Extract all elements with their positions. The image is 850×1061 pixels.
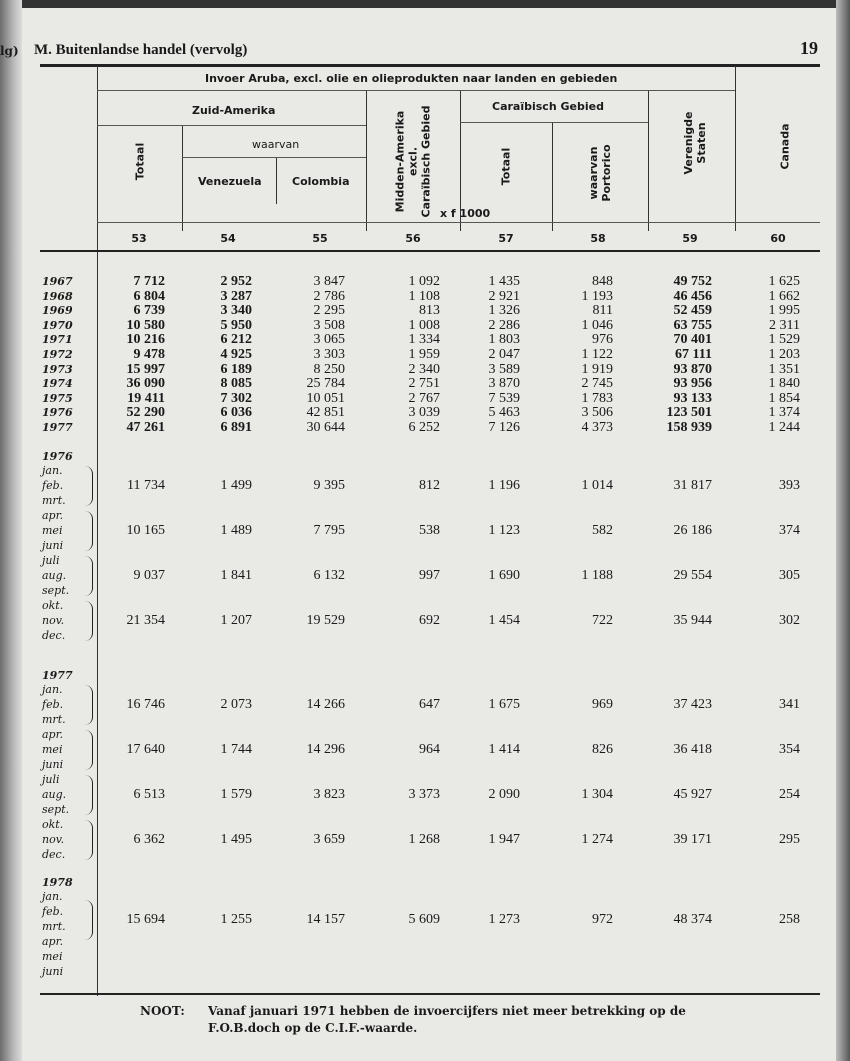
month-label: aug.: [42, 569, 67, 582]
table-cell: 9 478: [133, 347, 165, 362]
table-cell: 8 250: [313, 361, 345, 377]
table-cell: 295: [779, 832, 800, 847]
table-cell: 10 216: [126, 332, 165, 348]
month-label: mei: [42, 524, 63, 537]
table-cell: 70 401: [673, 332, 712, 348]
table-cell: 16 746: [126, 697, 165, 712]
caraibisch-totaal-heading: Totaal: [499, 147, 513, 186]
portorico-line-1: waarvan: [587, 146, 600, 200]
table-cell: 2 952: [220, 274, 252, 289]
table-cell: 3 589: [488, 361, 520, 377]
row-year: 1970: [42, 318, 73, 332]
table-cell: 17 640: [126, 742, 165, 757]
month-label: feb.: [42, 479, 64, 492]
table-cell: 15 694: [126, 912, 165, 927]
quarter-brace: [84, 511, 93, 551]
table-cell: 1 579: [220, 787, 252, 802]
midden-amerika-line-1: Midden-Amerika: [393, 110, 407, 213]
quarter-brace: [84, 685, 93, 725]
row-year: 1973: [42, 362, 73, 376]
month-label: feb.: [42, 698, 64, 711]
month-label: feb.: [42, 905, 64, 918]
month-label: dec.: [42, 848, 66, 861]
table-cell: 3 870: [488, 376, 520, 392]
table-cell: 811: [592, 303, 613, 319]
adjacent-page-fragment: lg): [0, 44, 19, 58]
table-cell: 6 252: [408, 420, 440, 435]
table-cell: 1 529: [768, 332, 800, 348]
table-cell: 341: [779, 697, 800, 712]
unit-label: x f 1000: [440, 207, 491, 220]
table-cell: 1 662: [768, 288, 800, 304]
row-year: 1974: [42, 377, 73, 391]
block-year: 1976: [42, 450, 73, 463]
table-cell: 1 374: [768, 405, 800, 421]
table-cell: 52 459: [673, 303, 712, 319]
table-cell: 1 435: [488, 274, 520, 289]
portorico-line-2: Portorico: [600, 144, 613, 202]
table-cell: 63 755: [673, 317, 712, 333]
footnote-line-1: Vanaf januari 1971 hebben de invoercijfers niet meer betrekking op de: [208, 1004, 686, 1018]
table-cell: 1 495: [220, 832, 252, 847]
month-label: okt.: [42, 599, 64, 612]
month-label: apr.: [42, 509, 64, 522]
column-number: 57: [498, 232, 514, 245]
table-cell: 1 414: [488, 742, 520, 757]
table-cell: 5 609: [408, 912, 440, 927]
heading-rule: [182, 157, 366, 158]
column-divider: [648, 91, 649, 231]
row-year: 1967: [42, 275, 73, 288]
month-label: sept.: [42, 584, 70, 597]
table-cell: 1 919: [581, 361, 613, 377]
scan-edge-top: [0, 0, 850, 8]
table-cell: 46 456: [673, 288, 712, 304]
table-cell: 2 340: [408, 361, 440, 377]
table-cell: 1 489: [220, 523, 252, 538]
caraibisch-gebied-heading: Caraïbisch Gebied: [492, 100, 604, 113]
table-cell: 6 739: [133, 303, 165, 319]
table-cell: 93 956: [673, 376, 712, 392]
row-year: 1969: [42, 304, 73, 318]
table-cell: 969: [592, 697, 613, 712]
table-cell: 123 501: [666, 405, 712, 421]
month-label: apr.: [42, 935, 64, 948]
table-cell: 1 959: [408, 347, 440, 362]
table-cell: 14 266: [306, 697, 345, 712]
column-number: 55: [312, 232, 328, 245]
table-cell: 1 255: [220, 912, 252, 927]
table-cell: 1 008: [408, 317, 440, 333]
table-cell: 1 274: [581, 832, 613, 847]
table-cell: 972: [592, 912, 613, 927]
quarter-brace: [84, 730, 93, 770]
table-cell: 1 841: [220, 568, 252, 583]
venezuela-heading: Venezuela: [198, 175, 262, 188]
footnote-line-2: F.O.B.doch op de C.I.F.-waarde.: [208, 1021, 418, 1035]
month-label: mrt.: [42, 713, 66, 726]
table-cell: 7 539: [488, 390, 520, 406]
month-label: juni: [42, 965, 64, 978]
table-cell: 1 273: [488, 912, 520, 927]
column-divider: [366, 91, 367, 231]
table-cell: 3 373: [408, 787, 440, 802]
table-cell: 1 203: [768, 347, 800, 362]
table-cell: 1 744: [220, 742, 252, 757]
header-bottom-rule: [40, 250, 820, 252]
quarter-brace: [84, 466, 93, 506]
table-cell: 305: [779, 568, 800, 583]
column-number: 60: [770, 232, 786, 245]
table-cell: 976: [592, 332, 613, 348]
table-cell: 10 165: [126, 523, 165, 538]
table-cell: 29 554: [673, 568, 712, 583]
month-label: juli: [42, 773, 60, 786]
table-cell: 1 046: [581, 317, 613, 333]
canada-heading: Canada: [778, 123, 792, 170]
table-cell: 1 207: [220, 613, 252, 628]
unit-rule: [97, 222, 820, 223]
heading-rule: [97, 90, 735, 91]
table-cell: 6 036: [220, 405, 252, 421]
month-label: jan.: [42, 464, 63, 477]
table-cell: 3 303: [313, 347, 345, 362]
table-cell: 812: [419, 478, 440, 493]
table-cell: 11 734: [127, 478, 165, 493]
table-cell: 964: [419, 742, 440, 757]
table-cell: 6 891: [220, 420, 252, 435]
table-cell: 1 803: [488, 332, 520, 348]
table-cell: 1 188: [581, 568, 613, 583]
table-cell: 813: [419, 303, 440, 319]
main-heading: Invoer Aruba, excl. olie en olieprodukten naar landen en gebieden: [205, 72, 618, 85]
table-cell: 848: [592, 274, 613, 289]
table-cell: 2 295: [313, 303, 345, 319]
table-cell: 2 786: [313, 288, 345, 304]
table-cell: 3 659: [313, 832, 345, 847]
table-cell: 2 047: [488, 347, 520, 362]
row-year: 1971: [42, 333, 73, 347]
table-cell: 67 111: [675, 347, 712, 362]
table-top-rule: [40, 64, 820, 67]
table-cell: 3 287: [220, 288, 252, 304]
month-label: mrt.: [42, 494, 66, 507]
table-cell: 9 037: [133, 568, 165, 583]
table-cell: 45 927: [673, 787, 712, 802]
table-cell: 93 870: [673, 361, 712, 377]
month-label: aug.: [42, 788, 67, 801]
quarter-brace: [84, 601, 93, 641]
column-number: 59: [682, 232, 698, 245]
block-year: 1977: [42, 669, 73, 682]
table-cell: 49 752: [673, 274, 712, 289]
table-cell: 1 193: [581, 288, 613, 304]
table-cell: 1 840: [768, 376, 800, 392]
quarter-brace: [84, 556, 93, 596]
month-label: dec.: [42, 629, 66, 642]
page-number: 19: [800, 38, 818, 58]
table-cell: 47 261: [126, 420, 165, 435]
table-cell: 3 847: [313, 274, 345, 289]
table-cell: 3 506: [581, 405, 613, 421]
table-cell: 10 580: [126, 317, 165, 333]
table-cell: 14 157: [306, 912, 345, 927]
table-cell: 302: [779, 613, 800, 628]
month-label: apr.: [42, 728, 64, 741]
table-cell: 3 065: [313, 332, 345, 348]
heading-rule: [97, 125, 366, 126]
table-cell: 374: [779, 523, 800, 538]
table-cell: 1 675: [488, 697, 520, 712]
table-cell: 2 073: [220, 697, 252, 712]
scan-edge-left: [0, 0, 22, 1061]
table-cell: 36 090: [126, 376, 165, 392]
scan-edge-right: [836, 0, 850, 1061]
table-cell: 1 334: [408, 332, 440, 348]
table-cell: 21 354: [126, 613, 165, 628]
table-cell: 258: [779, 912, 800, 927]
table-cell: 1 092: [408, 274, 440, 289]
table-cell: 1 014: [581, 478, 613, 493]
table-cell: 3 508: [313, 317, 345, 333]
table-cell: 1 268: [408, 832, 440, 847]
portorico-heading: [587, 133, 613, 213]
column-divider: [182, 126, 183, 231]
table-cell: 8 085: [220, 376, 252, 392]
quarter-brace: [84, 775, 93, 815]
month-label: juli: [42, 554, 60, 567]
table-cell: 1 454: [488, 613, 520, 628]
table-cell: 1 625: [768, 274, 800, 289]
table-cell: 3 823: [313, 787, 345, 802]
row-year: 1976: [42, 406, 73, 420]
month-label: nov.: [42, 833, 65, 846]
column-number: 58: [590, 232, 606, 245]
table-cell: 692: [419, 613, 440, 628]
table-cell: 1 108: [408, 288, 440, 304]
waarvan-label: waarvan: [252, 138, 300, 151]
table-cell: 14 296: [306, 742, 345, 757]
midden-amerika-heading: [394, 102, 433, 222]
table-cell: 1 783: [581, 390, 613, 406]
month-label: nov.: [42, 614, 65, 627]
table-cell: 997: [419, 568, 440, 583]
table-cell: 1 947: [488, 832, 520, 847]
verenigde-staten-heading: [682, 103, 708, 183]
vs-line-2: Staten: [695, 122, 708, 164]
month-label: mei: [42, 950, 63, 963]
block-year: 1978: [42, 876, 73, 889]
table-cell: 582: [592, 523, 613, 538]
table-cell: 7 302: [220, 390, 252, 406]
heading-rule: [460, 122, 648, 123]
table-cell: 37 423: [673, 697, 712, 712]
table-cell: 39 171: [673, 832, 712, 847]
row-year: 1977: [42, 421, 73, 434]
table-cell: 42 851: [306, 405, 345, 421]
month-label: juni: [42, 758, 64, 771]
table-cell: 3 340: [220, 303, 252, 319]
month-label: sept.: [42, 803, 70, 816]
table-cell: 6 362: [133, 832, 165, 847]
row-year: 1972: [42, 348, 73, 361]
midden-amerika-line-2: excl.: [406, 146, 420, 177]
table-cell: 7 126: [488, 420, 520, 435]
table-cell: 36 418: [673, 742, 712, 757]
table-cell: 5 950: [220, 317, 252, 333]
table-cell: 1 304: [581, 787, 613, 802]
midden-amerika-line-3: Caraïbisch Gebied: [419, 105, 433, 218]
column-divider: [735, 66, 736, 231]
table-cell: 6 189: [220, 361, 252, 377]
table-cell: 1 196: [488, 478, 520, 493]
table-cell: 4 373: [581, 420, 613, 435]
table-cell: 1 690: [488, 568, 520, 583]
table-cell: 6 804: [133, 288, 165, 304]
table-cell: 826: [592, 742, 613, 757]
table-cell: 5 463: [488, 405, 520, 421]
footnote-label: NOOT:: [140, 1004, 185, 1018]
table-cell: 254: [779, 787, 800, 802]
table-cell: 2 767: [408, 390, 440, 406]
table-bottom-rule: [40, 993, 820, 995]
table-cell: 15 997: [126, 361, 165, 377]
table-cell: 35 944: [673, 613, 712, 628]
table-cell: 1 244: [768, 420, 800, 435]
table-cell: 2 286: [488, 317, 520, 333]
table-cell: 722: [592, 613, 613, 628]
table-cell: 1 122: [581, 347, 613, 362]
table-cell: 19 411: [127, 390, 165, 406]
table-cell: 2 745: [581, 376, 613, 392]
column-number: 56: [405, 232, 421, 245]
table-cell: 158 939: [666, 420, 712, 435]
column-number: 53: [131, 232, 147, 245]
table-cell: 647: [419, 697, 440, 712]
month-label: jan.: [42, 683, 63, 696]
table-cell: 393: [779, 478, 800, 493]
table-cell: 2 751: [408, 376, 440, 392]
table-cell: 354: [779, 742, 800, 757]
row-year: 1975: [42, 391, 73, 405]
quarter-brace: [84, 900, 93, 940]
table-cell: 1 995: [768, 303, 800, 319]
table-cell: 31 817: [673, 478, 712, 493]
month-label: mei: [42, 743, 63, 756]
table-cell: 6 212: [220, 332, 252, 348]
section-title: M. Buitenlandse handel (vervolg): [34, 42, 248, 58]
table-cell: 2 090: [488, 787, 520, 802]
table-cell: 48 374: [673, 912, 712, 927]
totaal-heading: Totaal: [133, 142, 147, 181]
table-cell: 2 921: [488, 288, 520, 304]
column-number: 54: [220, 232, 236, 245]
table-cell: 3 039: [408, 405, 440, 421]
table-cell: 1 123: [488, 523, 520, 538]
table-cell: 1 326: [488, 303, 520, 319]
colombia-heading: Colombia: [292, 175, 350, 188]
table-cell: 6 513: [133, 787, 165, 802]
column-divider: [552, 123, 553, 231]
month-label: mrt.: [42, 920, 66, 933]
table-cell: 1 351: [768, 361, 800, 377]
month-label: okt.: [42, 818, 64, 831]
table-cell: 7 712: [133, 274, 165, 289]
table-cell: 4 925: [220, 347, 252, 362]
table-cell: 9 395: [313, 478, 345, 493]
table-cell: 10 051: [306, 390, 345, 406]
table-cell: 1 499: [220, 478, 252, 493]
vs-line-1: Verenigde: [682, 111, 695, 175]
table-cell: 30 644: [306, 420, 345, 435]
table-cell: 52 290: [126, 405, 165, 421]
column-divider: [276, 158, 277, 204]
table-left-border: [97, 66, 98, 996]
table-cell: 7 795: [313, 523, 345, 538]
month-label: juni: [42, 539, 64, 552]
row-year: 1968: [42, 289, 73, 303]
table-cell: 538: [419, 523, 440, 538]
table-cell: 1 854: [768, 390, 800, 406]
table-cell: 93 133: [673, 390, 712, 406]
table-cell: 6 132: [313, 568, 345, 583]
table-cell: 2 311: [769, 317, 800, 333]
table-cell: 26 186: [673, 523, 712, 538]
table-cell: 19 529: [306, 613, 345, 628]
month-label: jan.: [42, 890, 63, 903]
table-cell: 25 784: [306, 376, 345, 392]
quarter-brace: [84, 820, 93, 860]
zuid-amerika-heading: Zuid-Amerika: [192, 104, 276, 117]
